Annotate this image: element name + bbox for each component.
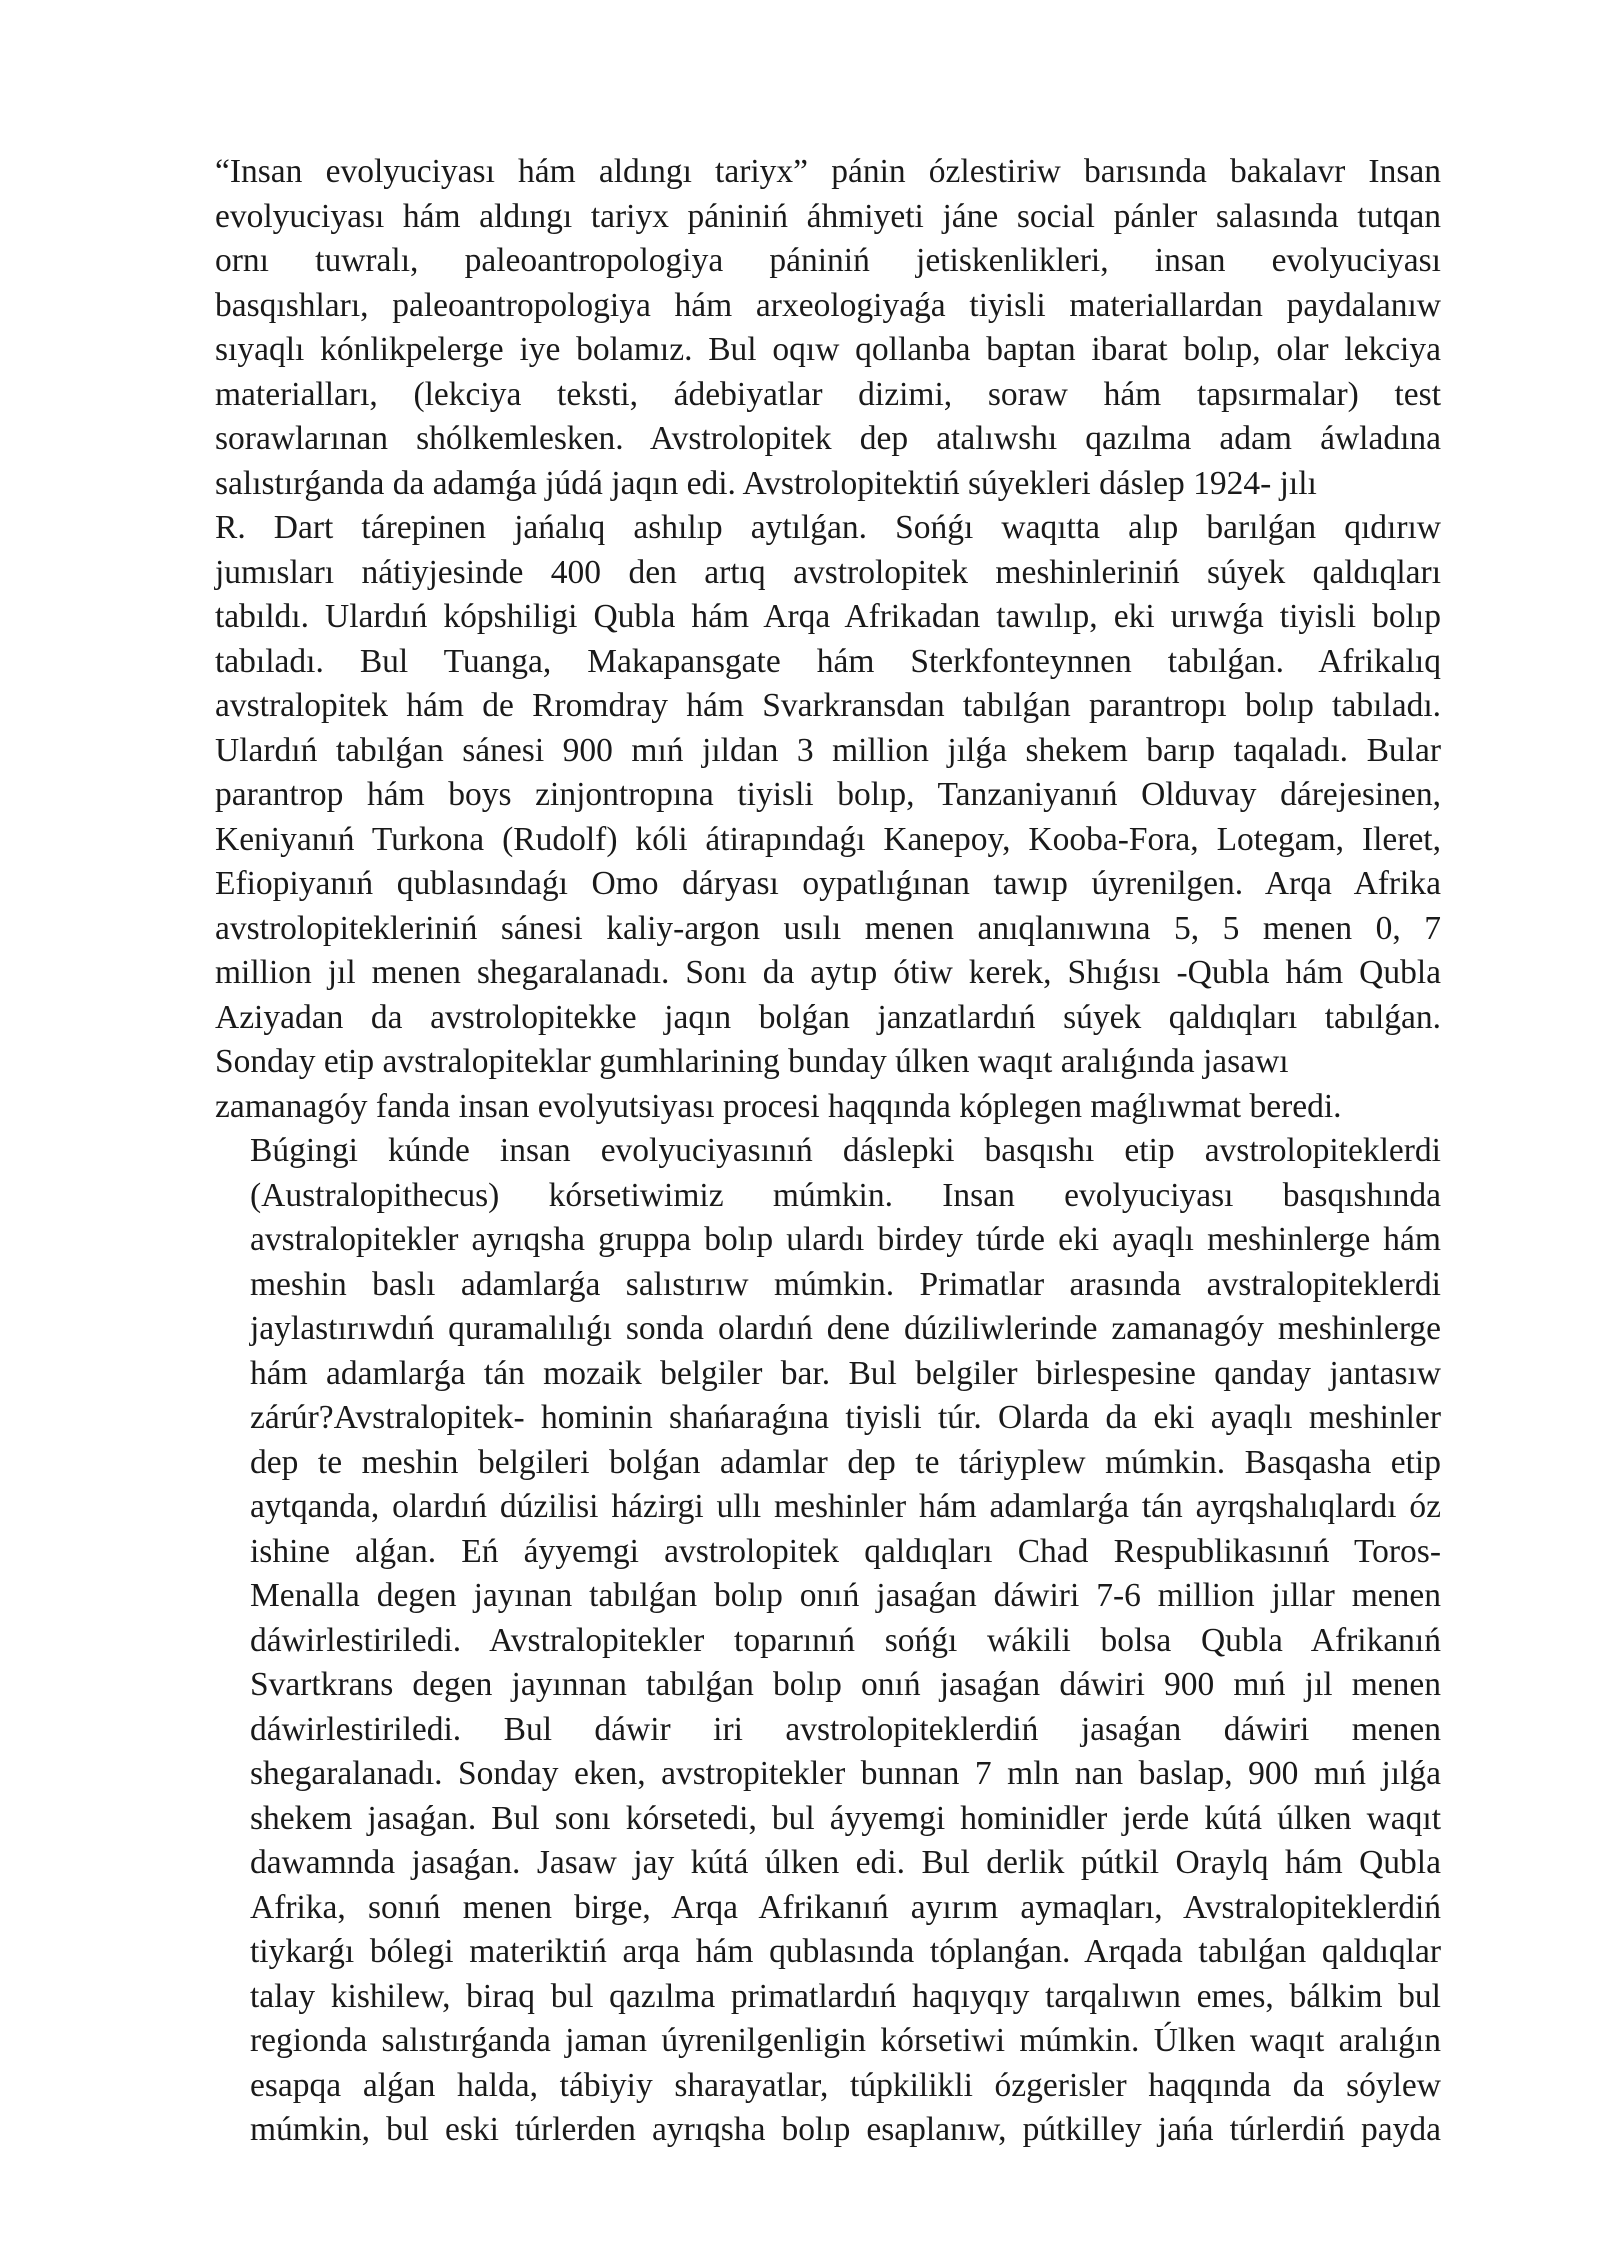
text-line: Efiopiyanıń qublasındaǵı Omo dáryası oypatlıǵınan tawıp úyrenilgen. Arqa Afrika bbox=[215, 865, 1441, 902]
text-line: shegaralanadı. Sonday eken, avstropitekler bunnan 7 mln nan baslap, 900 mıń jılǵa bbox=[250, 1755, 1441, 1792]
text-line: materialları, (lekciya teksti, ádebiyatlar dizimi, soraw hám tapsırmalar) test bbox=[215, 375, 1441, 413]
text-line: tiykarǵı bólegi materiktiń arqa hám qublasında tóplanǵan. Arqada tabılǵan qaldıqlar bbox=[250, 1933, 1441, 1970]
text-line: esapqa alǵan halda, tábiyiy sharayatlar, túpkilikli ózgerisler haqqında da sóylew bbox=[250, 2066, 1441, 2104]
text-line: sorawlarınan shólkemlesken. Avstrolopitek dep atalıwshı qazılma adam áwladına bbox=[215, 420, 1441, 457]
text-line: avstrolopitekleriniń sánesi kaliy-argon usılı menen anıqlanıwına 5, 5 menen 0, 7 bbox=[215, 909, 1441, 947]
text-line: basqıshları, paleoantropologiya hám arxeologiyaǵa tiyisli materiallardan paydalanıw bbox=[215, 286, 1441, 324]
text-line: hám adamlarǵa tán mozaik belgiler bar. Bul belgiler birlespesine qanday jantasıw bbox=[250, 1354, 1441, 1392]
text-line: million jıl menen shegaralanadı. Sonı da aytıp ótiw kerek, Shıǵısı -Qubla hám Qubla bbox=[215, 954, 1441, 991]
text-line: regionda salıstırǵanda jaman úyrenilgenligin kórsetiwi múmkin. Úlken waqıt aralıǵın bbox=[250, 2022, 1441, 2059]
text-line: dáwirlestiriledi. Bul dáwir iri avstrolopiteklerdiń jasaǵan dáwiri menen bbox=[250, 1710, 1441, 1748]
text-line: jaylastırıwdıń quramalılıǵı sonda olardıń dene dúziliwlerinde zamanagóy meshinlerge bbox=[250, 1310, 1441, 1347]
text-line: tabıldı. Ulardıń kópshiligi Qubla hám Arqa Afrikadan tawılıp, eki urıwǵa tiyisli bolıp bbox=[215, 598, 1441, 635]
text-line: shekem jasaǵan. Bul sonı kórsetedi, bul áyyemgi hominidler jerde kútá úlken waqıt bbox=[250, 1799, 1441, 1837]
text-line: jumısları nátiyjesinde 400 den artıq avstrolopitek meshinleriniń súyek qaldıqları bbox=[215, 553, 1441, 591]
text-line: múmkin, bul eski túrlerden ayrıqsha bolıp esaplanıw, pútkilley jańa túrlerdiń payda bbox=[250, 2111, 1441, 2148]
text-line: Sonday etip avstralopiteklar gumhlarining bunday úlken waqıt aralıǵında jasawı bbox=[215, 1043, 1289, 1080]
text-line: ishine alǵan. Eń áyyemgi avstrolopitek qaldıqları Chad Respublikasınıń Toros- bbox=[250, 1532, 1441, 1570]
text-line: ornı tuwralı, paleoantropologiya pániniń jetiskenlikleri, insan evolyuciyası bbox=[215, 242, 1441, 279]
text-line: Afrika, sonıń menen birge, Arqa Afrikanıń ayırım aymaqları, Avstralopiteklerdiń bbox=[250, 1888, 1441, 1926]
paragraph-evolution-stages bbox=[155, 1129, 1441, 2153]
text-line: avstralopitek hám de Rromdray hám Svarkransdan tabılǵan parantropı bolıp tabıladı. bbox=[215, 687, 1441, 724]
text-line: zárúr?Avstralopitek- hominin shańaraǵına tiyisli túr. Olarda da eki ayaqlı meshinler bbox=[250, 1399, 1441, 1436]
text-line: salıstırǵanda da adamǵa júdá jaqın edi. Avstrolopitektiń súyekleri dáslep 1924- jılı bbox=[215, 464, 1317, 502]
text-line: dawamnda jasaǵan. Jasaw jay kútá úlken edi. Bul derlik pútkil Oraylq hám Qubla bbox=[250, 1844, 1441, 1881]
text-line: avstralopitekler ayrıqsha gruppa bolıp ulardı birdey túrde eki ayaqlı meshinlerge hám bbox=[250, 1221, 1441, 1258]
text-line: Keniyanıń Turkona (Rudolf) kóli átirapındaǵı Kanepoy, Kooba-Fora, Lotegam, Ileret, bbox=[215, 820, 1441, 858]
text-line: Aziyadan da avstrolopitekke jaqın bolǵan janzatlardıń súyek qaldıqları tabılǵan. bbox=[215, 998, 1441, 1036]
text-line: sıyaqlı kónlikpelerge iye bolamız. Bul oqıw qollanba baptan ibarat bolıp, olar lekciya bbox=[215, 331, 1441, 368]
text-line: (Australopithecus) kórsetiwimiz múmkin. Insan evolyuciyası basqıshında bbox=[250, 1176, 1441, 1214]
text-line: Menalla degen jayınan tabılǵan bolıp onıń jasaǵan dáwiri 7-6 million jıllar menen bbox=[250, 1577, 1441, 1614]
text-line: “Insan evolyuciyası hám aldıngı tariyx” pánin ózlestiriw barısında bakalavr Insan bbox=[215, 153, 1441, 190]
text-line: Ulardıń tabılǵan sánesi 900 mıń jıldan 3 million jılǵa shekem barıp taqaladı. Bular bbox=[215, 731, 1441, 769]
text-line: R. Dart tárepinen jańalıq ashılıp aytılǵan. Sońǵı waqıtta alıp barılǵan qıdırıw bbox=[215, 509, 1441, 546]
text-line: aytqanda, olardıń dúzilisi házirgi ullı meshinler hám adamlarǵa tán ayrqshalıqlardı óz bbox=[250, 1488, 1441, 1525]
text-line: talay kishilew, biraq bul qazılma primatlardıń haqıyqıy tarqalıwın emes, bálkim bul bbox=[250, 1977, 1441, 2015]
text-line: meshin baslı adamlarǵa salıstırıw múmkin. Primatlar arasında avstralopiteklerdi bbox=[250, 1265, 1441, 1303]
paragraph-intro bbox=[155, 150, 1441, 1129]
text-line: zamanagóy fanda insan evolyutsiyası procesi haqqında kóplegen maǵlıwmat beredi. bbox=[215, 1087, 1342, 1125]
text-line: tabıladı. Bul Tuanga, Makapansgate hám Sterkfonteynnen tabılǵan. Afrikalıq bbox=[215, 642, 1441, 680]
text-line: Svartkrans degen jayınnan tabılǵan bolıp onıń jasaǵan dáwiri 900 mıń jıl menen bbox=[250, 1666, 1441, 1703]
text-line: Búgingi kúnde insan evolyuciyasınıń dáslepki basqıshı etip avstrolopiteklerdi bbox=[250, 1132, 1441, 1169]
text-line: dáwirlestiriledi. Avstralopitekler toparınıń sońǵı wákili bolsa Qubla Afrikanıń bbox=[250, 1621, 1441, 1659]
text-line: dep te meshin belgileri bolǵan adamlar dep te táriyplew múmkin. Basqasha etip bbox=[250, 1443, 1441, 1481]
text-line: parantrop hám boys zinjontropına tiyisli bolıp, Tanzaniyanıń Olduvay dárejesinen, bbox=[215, 776, 1441, 813]
document-page bbox=[155, 150, 1441, 2153]
text-line: evolyuciyası hám aldıngı tariyx pániniń áhmiyeti jáne social pánler salasında tutqan bbox=[215, 197, 1441, 235]
